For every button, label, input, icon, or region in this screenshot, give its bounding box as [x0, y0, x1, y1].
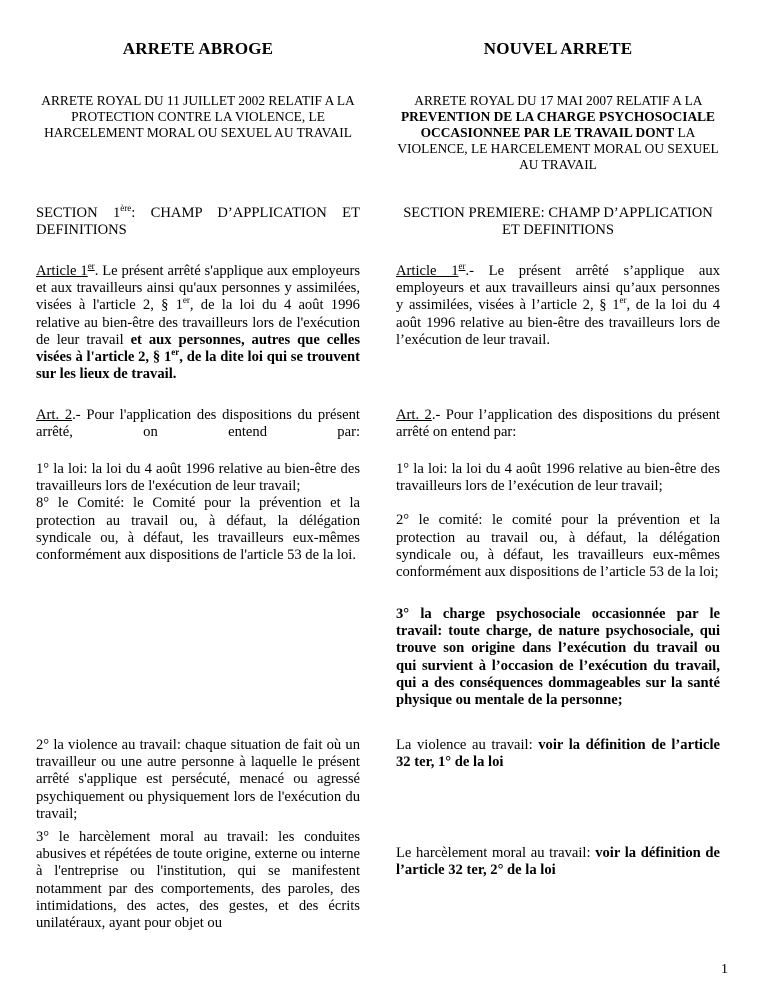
right-article1-label: Article 1	[396, 263, 459, 279]
right-title-pre: ARRETE ROYAL DU 17 MAI 2007 RELATIF A LA	[414, 93, 702, 108]
right-decree-title	[396, 93, 720, 173]
left-article1-label: Article 1	[36, 263, 88, 279]
right-article1	[396, 263, 720, 349]
right-violence	[396, 737, 720, 771]
left-column-header: ARRETE ABROGE	[122, 39, 274, 58]
right-column-header: NOUVEL ARRETE	[483, 39, 633, 58]
left-violence-definition: 2° la violence au travail: chaque situation de fait où un travailleur ou une autre personne à laquelle le présent arrêté s'applique est persécuté, menacé ou agressé psychiquement ou physiquement lors de l'exécution du travail;	[36, 737, 360, 822]
right-title-bold: PREVENTION DE LA CHARGE PSYCHOSOCIALE OCCASIONNEE PAR LE TRAVAIL DONT	[401, 109, 715, 140]
right-article2	[396, 407, 720, 441]
left-section-post: : CHAMP D’APPLICATION ET DEFINITIONS	[36, 205, 360, 239]
left-section-sup: ère	[120, 203, 132, 214]
left-article1-text-1: . Le présent arrêté s'applique aux employeurs et aux travailleurs ainsi qu'aux personnes y assimilées, visées à l'article 2, § 1	[36, 263, 360, 314]
right-section-heading: SECTION PREMIERE: CHAMP D’APPLICATION ET DEFINITIONS	[403, 205, 713, 239]
right-article1-text-1: .- Le présent arrêté s’applique aux employeurs et aux travailleurs ainsi qu’aux personnes y assimilées, visées à l’article 2, § 1	[396, 263, 720, 314]
left-definition-8: 8° le Comité: le Comité pour la prévention et la protection au travail ou, à défaut, la délégation syndicale ou, à défaut, les travailleurs eux-mêmes conformément aux dispositions de l'article 53 de la loi.	[36, 495, 360, 564]
right-article2-text: .- Pour l’application des dispositions du présent arrêté on entend par:	[396, 407, 720, 441]
right-article2-label: Art. 2	[396, 407, 432, 423]
right-article1-label-sup: er	[458, 261, 466, 272]
left-article1-label-sup: er	[87, 261, 95, 272]
left-harcelement-definition: 3° le harcèlement moral au travail: les conduites abusives et répétées de toute origine, externe ou interne à l'entreprise ou l'institution, qui se manifestent notamment par des comportements, des paroles, des intimidations, des actes, des gestes, et des écrits unilatéraux, ayant pour objet ou	[36, 829, 360, 932]
left-section-heading	[36, 205, 360, 239]
left-section-pre: SECTION 1	[36, 205, 121, 221]
left-article1-text-2: , de la loi du 4 août 1996 relative au bien-être des travailleurs lors de l'exécution de leur travail	[36, 297, 360, 348]
right-harcelement-pre: Le harcèlement moral au travail:	[396, 845, 591, 861]
right-definitions	[396, 461, 720, 581]
left-article1-bold-2: , de la dite loi qui se trouvent sur les lieux de travail.	[36, 349, 360, 383]
right-violence-bold: voir la définition de l’article 32 ter, 1° de la loi	[396, 737, 720, 771]
right-harcelement-bold: voir la définition de l’article 32 ter, 2° de la loi	[396, 845, 720, 879]
left-article2-text: .- Pour l'application des dispositions du présent arrêté, on entend par:	[36, 407, 360, 441]
right-violence-pre: La violence au travail:	[396, 737, 533, 753]
right-definition-2: 2° le comité: le comité pour la prévention et la protection au travail ou, à défaut, la délégation syndicale ou, à défaut, les travailleurs eux-mêmes conformément aux dispositions de l’article 53 de la loi;	[396, 512, 720, 581]
left-article1-bold-sup: er	[171, 347, 180, 358]
right-article1-text-sup: er	[619, 295, 627, 306]
right-title-post: LA VIOLENCE, LE HARCELEMENT MORAL OU SEXUEL AU TRAVAIL	[397, 125, 719, 172]
left-article2-label: Art. 2	[36, 407, 73, 423]
left-article2	[36, 407, 360, 441]
left-definitions	[36, 461, 360, 564]
right-harcelement	[396, 845, 720, 879]
right-article1-text-2: , de la loi du 4 août 1996 relative au bien-être des travailleurs lors de l’exécution de leur travail.	[396, 297, 720, 348]
left-article1	[36, 263, 360, 383]
left-decree-title: ARRETE ROYAL DU 11 JUILLET 2002 RELATIF A LA PROTECTION CONTRE LA VIOLENCE, LE HARCELEMENT MORAL OU SEXUEL AU TRAVAIL	[41, 93, 355, 140]
right-definition-1: 1° la loi: la loi du 4 août 1996 relative au bien-être des travailleurs lors de l’exécution de leur travail;	[396, 461, 720, 495]
left-article1-bold-1: et aux personnes, autres que celles visées à l'article 2, § 1	[36, 331, 360, 366]
left-definition-1: 1° la loi: la loi du 4 août 1996 relative au bien-être des travailleurs lors de l'exécution de leur travail;	[36, 461, 360, 495]
page-number: 1	[721, 962, 728, 977]
left-article1-text-sup: er	[182, 295, 190, 306]
right-definition-3: 3° la charge psychosociale occasionnée par le travail: toute charge, de nature psychosociale, qui trouve son origine dans l’exécution du travail ou qui survient à l’occasion de l’exécution du travail, qui a des conséquences dommageables sur la santé physique ou mentale de la personne;	[396, 606, 720, 709]
